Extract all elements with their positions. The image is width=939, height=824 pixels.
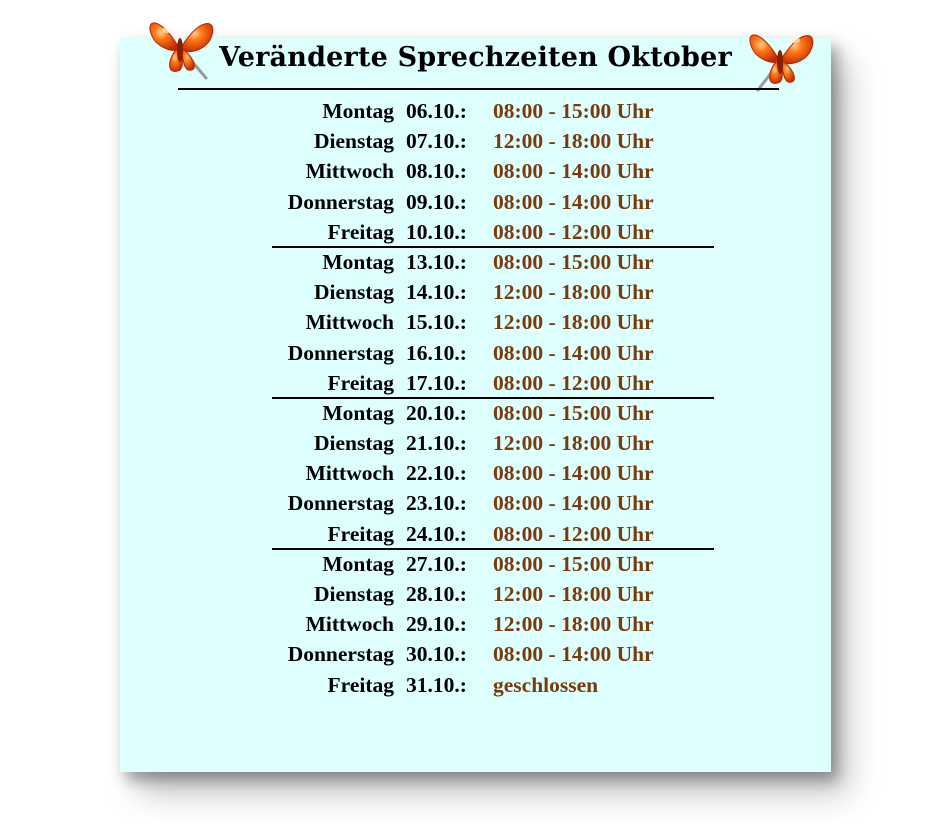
weekday-label: Donnerstag bbox=[287, 491, 394, 516]
schedule-row bbox=[180, 187, 740, 217]
weekday-label: Montag bbox=[322, 400, 394, 425]
schedule-row bbox=[180, 338, 740, 368]
hours-value: 12:00 - 18:00 Uhr bbox=[493, 280, 654, 305]
hours-value: 12:00 - 18:00 Uhr bbox=[493, 310, 654, 335]
date-label: 31.10.: bbox=[406, 672, 467, 697]
page-title: Veränderte Sprechzeiten Oktober bbox=[219, 42, 732, 73]
hours-value: geschlossen bbox=[493, 672, 599, 697]
schedule-row bbox=[180, 96, 740, 126]
date-label: 27.10.: bbox=[406, 551, 467, 576]
weekday-label: Freitag bbox=[327, 521, 394, 546]
date-label: 22.10.: bbox=[406, 461, 467, 486]
hours-value: 08:00 - 15:00 Uhr bbox=[493, 249, 654, 274]
weekday-label: Donnerstag bbox=[287, 340, 394, 365]
schedule-row bbox=[180, 398, 740, 428]
schedule-row bbox=[180, 639, 740, 669]
weekday-label: Montag bbox=[322, 249, 394, 274]
date-label: 17.10.: bbox=[406, 370, 467, 395]
schedule-row bbox=[180, 579, 740, 609]
weekday-label: Dienstag bbox=[313, 582, 394, 606]
schedule-row bbox=[180, 670, 740, 700]
hours-value: 12:00 - 18:00 Uhr bbox=[493, 582, 654, 606]
date-label: 13.10.: bbox=[406, 249, 467, 274]
hours-value: 08:00 - 14:00 Uhr bbox=[493, 159, 654, 184]
hours-value: 08:00 - 14:00 Uhr bbox=[493, 491, 654, 516]
schedule-row bbox=[180, 368, 740, 398]
hours-value: 08:00 - 14:00 Uhr bbox=[493, 642, 654, 667]
date-label: 09.10.: bbox=[406, 189, 467, 214]
hours-value: 12:00 - 18:00 Uhr bbox=[493, 129, 654, 154]
schedule-row bbox=[180, 609, 740, 639]
weekday-label: Mittwoch bbox=[305, 461, 394, 486]
hours-value: 08:00 - 12:00 Uhr bbox=[493, 370, 654, 395]
schedule-row bbox=[180, 277, 740, 307]
weekday-label: Dienstag bbox=[313, 280, 394, 305]
weekday-label: Montag bbox=[322, 551, 394, 576]
date-label: 20.10.: bbox=[406, 400, 467, 425]
weekday-label: Freitag bbox=[327, 370, 394, 395]
date-label: 21.10.: bbox=[406, 431, 467, 456]
schedule-row bbox=[180, 458, 740, 488]
date-label: 07.10.: bbox=[406, 129, 467, 154]
hours-value: 08:00 - 14:00 Uhr bbox=[493, 461, 654, 486]
hours-value: 12:00 - 18:00 Uhr bbox=[493, 431, 654, 456]
date-label: 06.10.: bbox=[406, 99, 467, 123]
date-label: 28.10.: bbox=[406, 582, 467, 606]
hours-value: 08:00 - 14:00 Uhr bbox=[493, 340, 654, 365]
date-label: 08.10.: bbox=[406, 159, 467, 184]
hours-value: 08:00 - 12:00 Uhr bbox=[493, 521, 654, 546]
weekday-label: Donnerstag bbox=[287, 642, 394, 667]
date-label: 14.10.: bbox=[406, 280, 467, 305]
hours-value: 08:00 - 14:00 Uhr bbox=[493, 189, 654, 214]
hours-value: 08:00 - 12:00 Uhr bbox=[493, 219, 654, 244]
title-divider bbox=[178, 88, 779, 90]
weekday-label: Freitag bbox=[327, 672, 394, 697]
schedule-row bbox=[180, 217, 740, 247]
schedule-row bbox=[180, 156, 740, 186]
weekday-label: Dienstag bbox=[313, 431, 394, 456]
schedule-table bbox=[180, 96, 740, 700]
hours-value: 12:00 - 18:00 Uhr bbox=[493, 612, 654, 637]
date-label: 29.10.: bbox=[406, 612, 467, 637]
weekday-label: Mittwoch bbox=[305, 310, 394, 335]
schedule-row bbox=[180, 126, 740, 156]
schedule-row bbox=[180, 488, 740, 518]
hours-value: 08:00 - 15:00 Uhr bbox=[493, 99, 654, 123]
weekday-label: Mittwoch bbox=[305, 159, 394, 184]
schedule-row bbox=[180, 247, 740, 277]
weekday-label: Montag bbox=[322, 99, 394, 123]
hours-value: 08:00 - 15:00 Uhr bbox=[493, 400, 654, 425]
schedule-row bbox=[180, 549, 740, 579]
date-label: 16.10.: bbox=[406, 340, 467, 365]
date-label: 23.10.: bbox=[406, 491, 467, 516]
weekday-label: Freitag bbox=[327, 219, 394, 244]
date-label: 10.10.: bbox=[406, 219, 467, 244]
schedule-row bbox=[180, 307, 740, 337]
date-label: 30.10.: bbox=[406, 642, 467, 667]
hours-value: 08:00 - 15:00 Uhr bbox=[493, 551, 654, 576]
date-label: 15.10.: bbox=[406, 310, 467, 335]
date-label: 24.10.: bbox=[406, 521, 467, 546]
schedule-row bbox=[180, 519, 740, 549]
weekday-label: Donnerstag bbox=[287, 189, 394, 214]
weekday-label: Dienstag bbox=[313, 129, 394, 154]
weekday-label: Mittwoch bbox=[305, 612, 394, 637]
schedule-row bbox=[180, 428, 740, 458]
